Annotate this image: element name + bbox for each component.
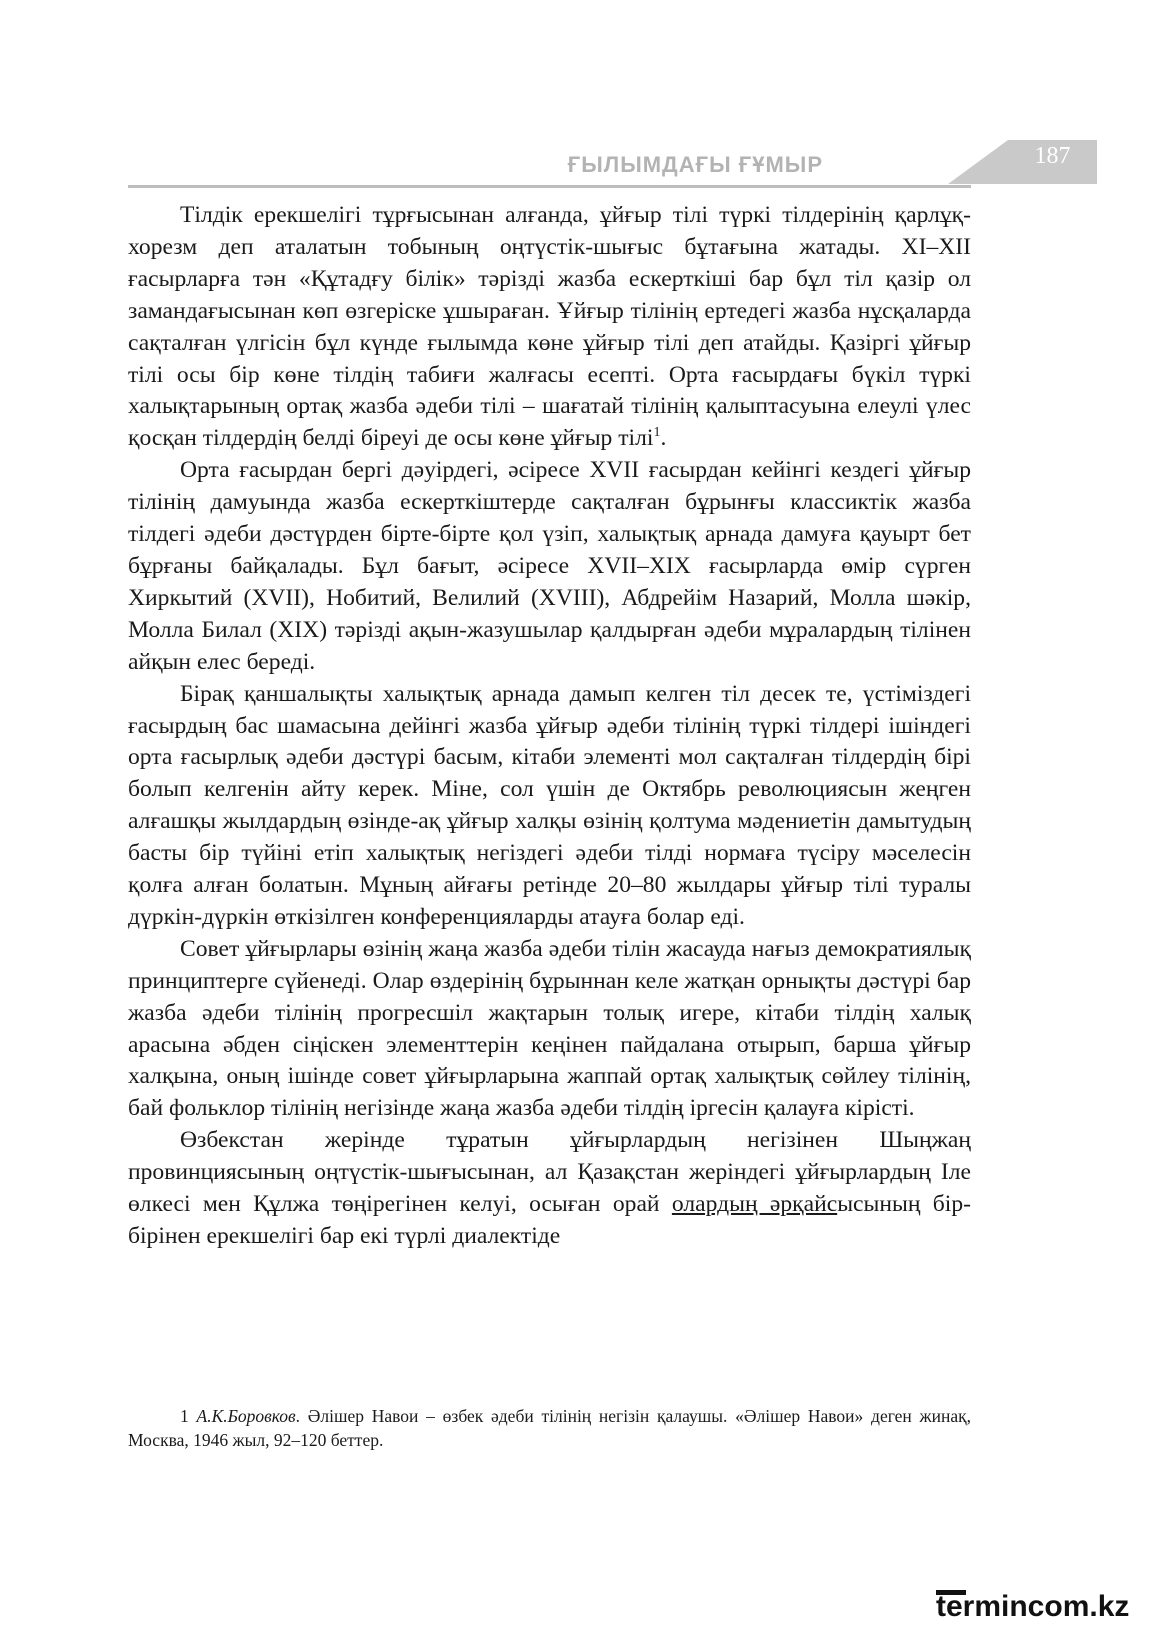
page-number: 187 (1034, 143, 1071, 169)
body-text (128, 200, 971, 1253)
paragraph-4: Совет ұйғырлары өзінің жаңа жазба әдеби тілін жасауда нағыз демократиялық принциптерге сүйенеді. Олар өздерінің бұрыннан келе жатқан орнықты дәстүрі бар жазба әдеби тілінің прогресшіл жақтарын толық игере, кітаби тілдің халық арасына әбден сіңіскен элементтерін кеңінен пайдалана отырып, барша ұйғыр халқына, оның ішінде совет ұйғырларына жаппай ортақ халықтық сөйлеу тілінің, бай фольклор тілінің негізінде жаңа жазба әдеби тілдің іргесін қалауға кірісті. (128, 935, 971, 1122)
footnote-number: 1 (180, 1406, 189, 1426)
footnote-author: А.К.Боровков (196, 1406, 296, 1426)
header-wedge (948, 140, 1008, 184)
footnote-text: . Әлішер Навои – өзбек әдеби тілінің негізін қалаушы. «Әлішер Навои» деген жинақ, Москва, 1946 жыл, 92–120 беттер. (128, 1406, 972, 1450)
footnote-mark[interactable]: 1 (653, 425, 661, 441)
underlined-text: олардың әрқайс (671, 1191, 838, 1218)
header-title: ҒЫЛЫМДАҒЫ ҒҰМЫР (567, 152, 823, 177)
paragraph-2: Орта ғасырдан бергі дәуірдегі, әсіресе XVII ғасырдан кейінгі кездегі ұйғыр тілінің дамуында жазба ескерткіштерде сақталған бұрынғы классиктік жазба тілдегі әдеби дәстүрден бірте-бірте қол үзіп, халықтық арнада дамуға қауырт бет бұрғаны байқалады. Бұл бағыт, әсіресе XVII–XIX ғасырларда өмір сүрген Хиркытий (XVII), Нобитий, Велилий (XVIII), Абдрейім Назарий, Молла шәкір, Молла Билал (XIX) тәрізді ақын-жазушылар қалдырған әдеби мұралардың тілінен айқын елес береді. (128, 457, 971, 675)
paragraph-1-text: Тілдік ерекшелігі тұрғысынан алғанда, ұйғыр тілі түркі тілдерінің қарлұқ-хорезм деп аталатын тобының оңтүстік-шығыс бұтағына жатады. ХІ–ХІІ ғасырларға тән «Құтадғу білік» тәрізді жазба ескерткіші бар бұл тіл қазір ол замандағысынан көп өзгеріске ұшыраған. Ұйғыр тілінің ертедегі жазба нұсқаларда сақталған үлгісін бұл күнде ғылымда көне ұйғыр тілі деп атайды. Қазіргі ұйғыр тілі осы бір көне тілдің табиғи жалғасы есепті. Орта ғасырдағы бүкіл түркі халықтарының ортақ жазба әдеби тілі – шағатай тілінің қалыптасуына елеулі үлес қосқан тілдердің белді біреуі де осы көне ұйғыр тілі (128, 202, 971, 452)
footnote (128, 1404, 971, 1452)
running-header (128, 138, 1071, 188)
paragraph-3: Бірақ қаншалықты халықтық арнада дамып келген тіл десек те, үстіміздегі ғасырдың бас шамасына дейінгі жазба ұйғыр әдеби тілінің түркі тілдері ішіндегі орта ғасырлық әдеби дәстүрі басым, кітаби элементі мол сақталған тілдердің бірі болып келгенін айту керек. Міне, сол үшін де Октябрь революциясын жеңген алғашқы жылдардың өзінде-ақ ұйғыр халқы өзінің қолтума мәдениетін дамытудың басты бір түйіні етіп халықтық негіздегі әдеби тілді нормаға түсіру мәселесін қолға алған болатын. Мұның айғағы ретінде 20–80 жылдары ұйғыр тілі туралы дүркін-дүркін өткізілген конференцияларды атауға болар еді. (128, 680, 971, 930)
paragraph-5: Өзбекстан жерінде тұратын ұйғырлардың негізінен Шыңжаң провинциясының оңтүстік-шығысынан, ал Қазақстан жеріндегі ұйғырлардың Іле өлкесі мен Құлжа төңірегінен келуі, осыған орай олардың әрқайсысының бір-бірінен ерекшелігі бар екі түрлі диалектіде (128, 1127, 971, 1249)
paragraph-1: Тілдік ерекшелігі тұрғысынан алғанда, ұйғыр тілі түркі тілдерінің қарлұқ-хорезм деп аталатын тобының оңтүстік-шығыс бұтағына жатады. ХІ–ХІІ ғасырларға тән «Құтадғу білік» тәрізді жазба ескерткіші бар бұл тіл қазір ол замандағысынан көп өзгеріске ұшыраған. Ұйғыр тілінің ертедегі жазба нұсқаларда сақталған үлгісін бұл күнде ғылымда көне ұйғыр тілі деп атайды. Қазіргі ұйғыр тілі осы бір көне тілдің табиғи жалғасы есепті. Орта ғасырдағы бүкіл түркі халықтарының ортақ жазба әдеби тілі – шағатай тілінің қалыптасуына елеулі үлес қосқан тілдердің белді біреуі де осы көне ұйғыр тілі$^1$. (128, 202, 971, 452)
watermark-logo: termincom.kz (936, 1590, 1130, 1623)
header-rule (128, 185, 971, 188)
